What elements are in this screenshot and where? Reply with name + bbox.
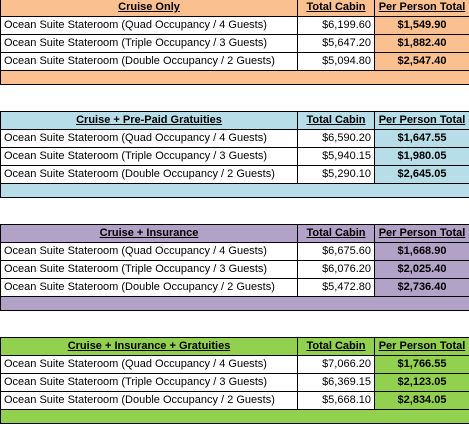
pricing-table bbox=[0, 224, 469, 311]
table-header-row bbox=[1, 0, 469, 17]
table-row bbox=[1, 17, 469, 35]
total-cabin-value: $7,066.20 bbox=[298, 356, 375, 374]
per-person-value: $2,645.05 bbox=[375, 166, 469, 184]
per-person-header: Per Person Total bbox=[375, 112, 469, 130]
total-cabin-value: $6,675.60 bbox=[298, 243, 375, 261]
table-header-row bbox=[1, 112, 469, 130]
table-row bbox=[1, 279, 469, 297]
pricing-table bbox=[0, 111, 469, 198]
table-row bbox=[1, 392, 469, 410]
footer-band bbox=[1, 184, 469, 198]
table-header-row bbox=[1, 225, 469, 243]
per-person-header: Per Person Total bbox=[375, 225, 469, 243]
table-row bbox=[1, 53, 469, 71]
table-footer-row bbox=[1, 71, 469, 85]
stateroom-name: Ocean Suite Stateroom (Triple Occupancy / 3 Guests) bbox=[1, 261, 298, 279]
total-cabin-value: $6,076.20 bbox=[298, 261, 375, 279]
table-header-row bbox=[1, 338, 469, 356]
stateroom-name: Ocean Suite Stateroom (Quad Occupancy / 4 Guests) bbox=[1, 243, 298, 261]
per-person-value: $1,549.90 bbox=[375, 17, 469, 35]
per-person-value: $1,668.90 bbox=[375, 243, 469, 261]
pricing-table bbox=[0, 0, 469, 85]
table-cruise-gratuities bbox=[0, 111, 469, 198]
table-footer-row bbox=[1, 410, 469, 424]
table-cruise-insurance-gratuities bbox=[0, 337, 469, 424]
per-person-value: $1,647.55 bbox=[375, 130, 469, 148]
stateroom-name: Ocean Suite Stateroom (Quad Occupancy / 4 Guests) bbox=[1, 17, 298, 35]
total-cabin-value: $6,199.60 bbox=[298, 17, 375, 35]
per-person-value: $1,882.40 bbox=[375, 35, 469, 53]
total-cabin-value: $5,668.10 bbox=[298, 392, 375, 410]
per-person-value: $2,834.05 bbox=[375, 392, 469, 410]
total-cabin-value: $5,472.80 bbox=[298, 279, 375, 297]
footer-band bbox=[1, 410, 469, 424]
stateroom-name: Ocean Suite Stateroom (Double Occupancy / 2 Guests) bbox=[1, 392, 298, 410]
table-cruise-only bbox=[0, 0, 469, 85]
per-person-value: $2,547.40 bbox=[375, 53, 469, 71]
per-person-value: $1,980.05 bbox=[375, 148, 469, 166]
table-title: Cruise Only bbox=[1, 0, 298, 17]
stateroom-name: Ocean Suite Stateroom (Quad Occupancy / 4 Guests) bbox=[1, 356, 298, 374]
footer-band bbox=[1, 297, 469, 311]
total-cabin-header: Total Cabin bbox=[298, 338, 375, 356]
table-row bbox=[1, 374, 469, 392]
table-title: Cruise + Insurance bbox=[1, 225, 298, 243]
table-row bbox=[1, 356, 469, 374]
total-cabin-value: $6,590.20 bbox=[298, 130, 375, 148]
table-title: Cruise + Insurance + Gratuities bbox=[1, 338, 298, 356]
stateroom-name: Ocean Suite Stateroom (Double Occupancy / 2 Guests) bbox=[1, 53, 298, 71]
table-row bbox=[1, 130, 469, 148]
stateroom-name: Ocean Suite Stateroom (Double Occupancy / 2 Guests) bbox=[1, 166, 298, 184]
total-cabin-header: Total Cabin bbox=[298, 112, 375, 130]
total-cabin-value: $5,647.20 bbox=[298, 35, 375, 53]
per-person-header: Per Person Total bbox=[375, 0, 469, 17]
total-cabin-header: Total Cabin bbox=[298, 0, 375, 17]
table-row bbox=[1, 243, 469, 261]
stateroom-name: Ocean Suite Stateroom (Triple Occupancy / 3 Guests) bbox=[1, 148, 298, 166]
total-cabin-value: $5,940.15 bbox=[298, 148, 375, 166]
total-cabin-value: $5,290.10 bbox=[298, 166, 375, 184]
table-row bbox=[1, 148, 469, 166]
footer-band bbox=[1, 71, 469, 85]
table-row bbox=[1, 261, 469, 279]
table-row bbox=[1, 166, 469, 184]
pricing-table bbox=[0, 337, 469, 424]
total-cabin-value: $5,094.80 bbox=[298, 53, 375, 71]
table-footer-row bbox=[1, 184, 469, 198]
per-person-header: Per Person Total bbox=[375, 338, 469, 356]
per-person-value: $1,766.55 bbox=[375, 356, 469, 374]
stateroom-name: Ocean Suite Stateroom (Triple Occupancy / 3 Guests) bbox=[1, 35, 298, 53]
table-row bbox=[1, 35, 469, 53]
stateroom-name: Ocean Suite Stateroom (Triple Occupancy / 3 Guests) bbox=[1, 374, 298, 392]
per-person-value: $2,025.40 bbox=[375, 261, 469, 279]
total-cabin-header: Total Cabin bbox=[298, 225, 375, 243]
stateroom-name: Ocean Suite Stateroom (Double Occupancy / 2 Guests) bbox=[1, 279, 298, 297]
table-footer-row bbox=[1, 297, 469, 311]
per-person-value: $2,123.05 bbox=[375, 374, 469, 392]
per-person-value: $2,736.40 bbox=[375, 279, 469, 297]
table-cruise-insurance bbox=[0, 224, 469, 311]
total-cabin-value: $6,369.15 bbox=[298, 374, 375, 392]
stateroom-name: Ocean Suite Stateroom (Quad Occupancy / 4 Guests) bbox=[1, 130, 298, 148]
table-title: Cruise + Pre-Paid Gratuities bbox=[1, 112, 298, 130]
